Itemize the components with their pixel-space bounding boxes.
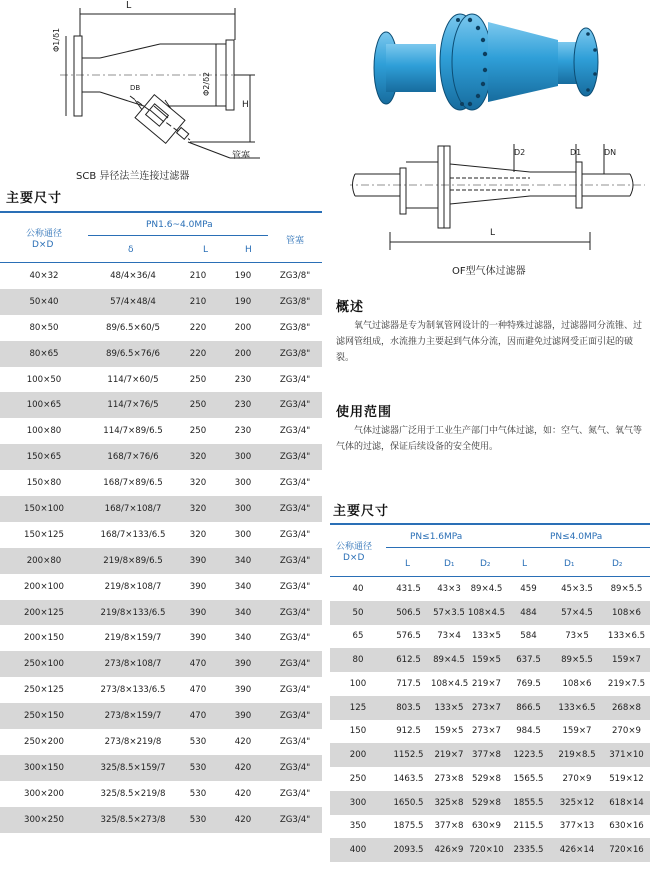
header-nominal: 公称通径 — [26, 229, 63, 239]
table-cell: 73×5 — [565, 631, 589, 642]
table-cell: 273×8 — [434, 773, 464, 784]
table-cell: ZG3/4" — [279, 762, 311, 773]
table-cell: 912.5 — [396, 726, 421, 737]
table-row — [0, 677, 322, 703]
table-cell: 530 — [189, 762, 207, 773]
table-row — [0, 289, 322, 315]
table-cell: 114/7×76/5 — [107, 400, 159, 411]
table-cell: 390 — [234, 659, 252, 670]
header-H: H — [245, 245, 252, 255]
table-cell: 159×5 — [471, 655, 502, 666]
table-cell: 300×150 — [23, 762, 64, 773]
left-table-body — [0, 263, 322, 833]
dim-label-L-right: L — [490, 228, 496, 238]
table-cell: 420 — [234, 814, 252, 825]
table-cell: 219/8×89/6.5 — [103, 555, 163, 566]
table-cell: 219/8×108/7 — [104, 581, 162, 592]
table-cell: 57/4×48/4 — [110, 296, 156, 307]
table-cell: ZG3/4" — [279, 426, 311, 437]
table-cell: 89×4.5 — [433, 655, 465, 666]
table-cell: 1152.5 — [393, 750, 424, 761]
table-cell: 273/8×159/7 — [104, 711, 162, 722]
table-cell: 250×150 — [23, 711, 64, 722]
table-cell: 200×100 — [23, 581, 64, 592]
table-cell: 2093.5 — [393, 845, 424, 856]
table-cell: 133×5 — [434, 702, 464, 713]
table-cell: 1855.5 — [513, 797, 544, 808]
table-cell: 200 — [234, 322, 252, 333]
table-cell: 268×8 — [611, 702, 642, 713]
table-cell: 420 — [234, 736, 252, 747]
table-cell: 219×8.5 — [558, 750, 596, 761]
table-cell: ZG3/4" — [279, 659, 311, 670]
right-dimension-table — [330, 523, 650, 862]
table-cell: 168/7×108/7 — [104, 503, 162, 514]
table-cell: 190 — [234, 296, 252, 307]
table-cell: 200×125 — [23, 607, 64, 618]
table-cell: 1463.5 — [393, 773, 424, 784]
table-cell: 100×50 — [26, 374, 62, 385]
table-cell: 431.5 — [396, 583, 421, 594]
table-cell: 390 — [234, 711, 252, 722]
table-cell: 584 — [520, 631, 537, 642]
scb-caption: SCB 异径法兰连接过滤器 — [76, 171, 190, 182]
dim-label-DN: DN — [604, 148, 617, 157]
table-cell: ZG3/4" — [279, 736, 311, 747]
table-cell: 50 — [352, 607, 364, 618]
table-cell: ZG3/4" — [279, 374, 311, 385]
table-cell: 168/7×76/6 — [107, 452, 159, 463]
table-cell: 300×200 — [23, 788, 64, 799]
table-cell: 426×14 — [559, 845, 595, 856]
table-cell: 618×14 — [609, 797, 644, 808]
table-cell: 108×6 — [611, 607, 642, 618]
table-cell: 377×13 — [559, 821, 595, 832]
table-cell: 377×8 — [434, 821, 464, 832]
table-cell: 984.5 — [516, 726, 541, 737]
table-cell: ZG3/4" — [279, 788, 311, 799]
table-cell: 325×8 — [434, 797, 464, 808]
table-cell: 320 — [189, 452, 207, 463]
table-cell: 250×200 — [23, 736, 64, 747]
table-row — [0, 367, 322, 393]
table-cell: ZG3/4" — [279, 633, 311, 644]
table-cell: 43×3 — [437, 583, 461, 594]
table-cell: 250 — [349, 773, 367, 784]
table-cell: 80×65 — [29, 348, 59, 359]
dim-label-L: L — [126, 0, 132, 11]
table-row — [0, 496, 322, 522]
table-cell: 219/8×159/7 — [104, 633, 162, 644]
table-cell: 89×5.5 — [610, 583, 643, 594]
table-cell: 40 — [352, 583, 364, 594]
table-cell: 470 — [189, 659, 207, 670]
table-row — [330, 625, 650, 649]
table-cell: 803.5 — [396, 702, 421, 713]
table-cell: 219×7 — [434, 750, 464, 761]
table-cell: 159×7 — [562, 726, 592, 737]
table-row — [330, 815, 650, 839]
table-cell: 220 — [189, 348, 207, 359]
right-table-header — [330, 525, 650, 577]
table-cell: 150 — [349, 726, 367, 737]
table-cell: 320 — [189, 529, 207, 540]
table-cell: 300 — [234, 478, 252, 489]
of-caption: OF型气体过滤器 — [452, 266, 526, 277]
table-row — [0, 341, 322, 367]
rheader-L2: L — [522, 559, 528, 569]
table-cell: 159×7 — [611, 655, 642, 666]
table-cell: 89×4.5 — [470, 583, 503, 594]
table-row — [0, 315, 322, 341]
header-delta: δ — [128, 245, 134, 255]
table-row — [330, 767, 650, 791]
table-cell: 340 — [234, 581, 252, 592]
table-cell: 530 — [189, 788, 207, 799]
table-cell: 150×65 — [26, 452, 62, 463]
table-cell: 377×8 — [471, 750, 502, 761]
table-cell: 89/6.5×76/6 — [106, 348, 160, 359]
table-cell: 219×7 — [471, 678, 502, 689]
table-cell: 612.5 — [396, 655, 421, 666]
table-cell: 150×80 — [26, 478, 62, 489]
table-cell: ZG3/4" — [279, 607, 311, 618]
table-cell: 250×125 — [23, 685, 64, 696]
table-cell: 100×80 — [26, 426, 62, 437]
table-cell: 273×7 — [471, 726, 502, 737]
table-cell: 769.5 — [516, 678, 541, 689]
table-cell: 210 — [189, 296, 207, 307]
table-cell: ZG3/4" — [279, 814, 311, 825]
table-cell: 637.5 — [516, 655, 541, 666]
table-cell: 300 — [234, 529, 252, 540]
table-row — [0, 651, 322, 677]
table-cell: 390 — [189, 633, 207, 644]
table-cell: ZG3/4" — [279, 685, 311, 696]
table-cell: 529×8 — [471, 797, 502, 808]
table-row — [330, 720, 650, 744]
table-cell: 45×3.5 — [561, 583, 593, 594]
overview-text: 氧气过滤器是专为制氧管网设计的一种特殊过滤器，过滤器同分流锥、过滤网管组成，水流推力主要起到气体分流，因而避免过滤网受正面引起的破裂。 — [336, 321, 643, 363]
table-cell: 200×150 — [23, 633, 64, 644]
table-cell: 390 — [189, 581, 207, 592]
table-cell: 420 — [234, 788, 252, 799]
table-cell: 506.5 — [396, 607, 421, 618]
table-cell: 400 — [349, 845, 367, 856]
table-cell: 48/4×36/4 — [110, 270, 156, 281]
header-nominal-sub: D×D — [32, 240, 54, 250]
table-cell: 530 — [189, 814, 207, 825]
right-table-body — [330, 577, 650, 862]
table-cell: 720×10 — [469, 845, 504, 856]
table-cell: 210 — [189, 270, 207, 281]
dim-label-DB: DB — [130, 84, 141, 92]
table-cell: ZG3/4" — [279, 478, 311, 489]
rheader-D2b: D₂ — [612, 559, 623, 569]
header-plug: 管塞 — [286, 236, 305, 246]
table-cell: 219/8×133/6.5 — [100, 607, 166, 618]
left-table-header — [0, 213, 322, 263]
scb-reducer-strainer-drawing — [40, 0, 310, 170]
table-cell: 2115.5 — [513, 821, 544, 832]
table-cell: 2335.5 — [513, 845, 544, 856]
table-cell: 230 — [234, 426, 252, 437]
table-row — [0, 263, 322, 289]
table-cell: 426×9 — [434, 845, 464, 856]
table-cell: ZG3/4" — [279, 503, 311, 514]
table-cell: 114/7×60/5 — [107, 374, 159, 385]
table-cell: ZG3/4" — [279, 529, 311, 540]
usage-title: 使用范围 — [336, 405, 393, 420]
table-cell: 200 — [349, 750, 367, 761]
table-cell: 519×12 — [609, 773, 644, 784]
table-cell: 371×10 — [609, 750, 644, 761]
table-cell: 340 — [234, 607, 252, 618]
table-cell: 200 — [234, 348, 252, 359]
table-cell: 340 — [234, 555, 252, 566]
table-row — [0, 600, 322, 626]
table-cell: 1223.5 — [513, 750, 544, 761]
table-row — [330, 672, 650, 696]
table-cell: 150×100 — [23, 503, 64, 514]
table-cell: 219×7.5 — [607, 678, 646, 689]
table-cell: 108×6 — [562, 678, 592, 689]
right-table-title: 主要尺寸 — [333, 504, 390, 519]
rheader-D2a: D₂ — [480, 559, 491, 569]
table-cell: 100 — [349, 678, 367, 689]
table-cell: 168/7×89/6.5 — [103, 478, 163, 489]
table-cell: 390 — [189, 555, 207, 566]
table-row — [330, 577, 650, 601]
rheader-L1: L — [405, 559, 411, 569]
table-cell: 108×4.5 — [431, 678, 469, 689]
overview-title: 概述 — [336, 300, 365, 315]
table-row — [0, 574, 322, 600]
table-cell: ZG3/8" — [279, 270, 311, 281]
table-cell: 114/7×89/6.5 — [103, 426, 163, 437]
rheader-nominal-sub: D×D — [343, 553, 365, 563]
left-table-title: 主要尺寸 — [6, 191, 63, 206]
rheader-nominal: 公称通径 — [336, 542, 373, 552]
of-gas-filter-render — [370, 0, 610, 130]
table-row — [0, 703, 322, 729]
table-cell: 270×9 — [611, 726, 642, 737]
table-cell: 89/6.5×60/5 — [106, 322, 160, 333]
table-cell: 1875.5 — [393, 821, 424, 832]
table-cell: 250×100 — [23, 659, 64, 670]
table-cell: 250 — [189, 374, 207, 385]
table-row — [0, 781, 322, 807]
table-cell: 470 — [189, 711, 207, 722]
table-cell: 65 — [352, 631, 364, 642]
table-cell: 250 — [189, 400, 207, 411]
table-cell: 1565.5 — [513, 773, 544, 784]
table-cell: 300×250 — [23, 814, 64, 825]
table-cell: 200×80 — [26, 555, 62, 566]
table-cell: 470 — [189, 685, 207, 696]
table-row — [0, 392, 322, 418]
rheader-pn40: PN≤4.0MPa — [550, 532, 603, 542]
table-cell: 866.5 — [516, 702, 541, 713]
table-cell: 420 — [234, 762, 252, 773]
table-cell: 325/8.5×219/8 — [100, 788, 166, 799]
table-cell: 168/7×133/6.5 — [100, 529, 166, 540]
table-cell: 230 — [234, 400, 252, 411]
table-cell: 133×5 — [471, 631, 502, 642]
table-cell: 325/8.5×159/7 — [100, 762, 166, 773]
dim-label-D1: D1 — [570, 148, 582, 157]
table-row — [0, 444, 322, 470]
table-cell: 273/8×108/7 — [104, 659, 162, 670]
table-row — [0, 548, 322, 574]
table-row — [330, 696, 650, 720]
table-cell: 50×40 — [29, 296, 59, 307]
table-cell: 40×32 — [29, 270, 59, 281]
table-cell: ZG3/4" — [279, 400, 311, 411]
table-cell: 108×4.5 — [467, 607, 506, 618]
table-row — [0, 807, 322, 833]
table-row — [0, 418, 322, 444]
table-cell: 89×5.5 — [561, 655, 593, 666]
table-cell: 340 — [234, 633, 252, 644]
table-cell: ZG3/8" — [279, 296, 311, 307]
table-row — [0, 729, 322, 755]
table-cell: 270×9 — [562, 773, 592, 784]
table-cell: 530 — [189, 736, 207, 747]
table-row — [330, 601, 650, 625]
header-pn: PN1.6~4.0MPa — [146, 220, 213, 230]
table-cell: 630×9 — [471, 821, 502, 832]
table-cell: 159×5 — [434, 726, 464, 737]
table-cell: 57×4.5 — [561, 607, 593, 618]
table-cell: 133×6.5 — [607, 631, 646, 642]
table-row — [330, 838, 650, 862]
table-cell: 390 — [234, 685, 252, 696]
table-cell: 230 — [234, 374, 252, 385]
table-cell: 190 — [234, 270, 252, 281]
table-cell: 133×6.5 — [558, 702, 596, 713]
table-cell: ZG3/4" — [279, 711, 311, 722]
left-dimension-table — [0, 211, 322, 833]
usage-text: 气体过滤器广泛用于工业生产部门中气体过滤，如：空气、氮气、氧气等气体的过滤，保证后续设备的安全使用。 — [336, 426, 643, 452]
table-cell: 80×50 — [29, 322, 59, 333]
header-L: L — [203, 245, 209, 255]
table-cell: ZG3/4" — [279, 452, 311, 463]
table-row — [0, 625, 322, 651]
table-row — [330, 743, 650, 767]
table-cell: 350 — [349, 821, 367, 832]
table-cell: 273/8×219/8 — [104, 736, 162, 747]
table-cell: 300 — [234, 503, 252, 514]
table-cell: ZG3/4" — [279, 555, 311, 566]
table-cell: 529×8 — [471, 773, 502, 784]
dim-label-phi1: Φ1/δ1 — [52, 27, 61, 52]
table-row — [330, 648, 650, 672]
table-cell: 300 — [234, 452, 252, 463]
table-cell: 80 — [352, 655, 364, 666]
table-cell: 320 — [189, 503, 207, 514]
table-cell: 484 — [520, 607, 537, 618]
table-cell: 73×4 — [437, 631, 461, 642]
table-cell: 150×125 — [23, 529, 64, 540]
table-cell: 576.5 — [396, 631, 421, 642]
rheader-pn16: PN≤1.6MPa — [410, 532, 463, 542]
table-cell: 125 — [349, 702, 367, 713]
table-cell: 300 — [349, 797, 367, 808]
table-cell: 325/8.5×273/8 — [100, 814, 166, 825]
rheader-D1a: D₁ — [444, 559, 455, 569]
table-row — [0, 522, 322, 548]
table-cell: 390 — [189, 607, 207, 618]
table-cell: 720×16 — [609, 845, 644, 856]
table-cell: 57×3.5 — [433, 607, 465, 618]
table-cell: ZG3/8" — [279, 348, 311, 359]
rheader-D1b: D₁ — [564, 559, 575, 569]
table-row — [0, 470, 322, 496]
table-cell: 273×7 — [471, 702, 502, 713]
table-cell: ZG3/4" — [279, 581, 311, 592]
table-cell: 325×12 — [559, 797, 595, 808]
table-cell: 630×16 — [609, 821, 644, 832]
table-cell: 1650.5 — [393, 797, 424, 808]
table-cell: 717.5 — [396, 678, 421, 689]
table-cell: 273/8×133/6.5 — [100, 685, 166, 696]
dim-label-phi2: Φ2/δ2 — [202, 71, 211, 96]
table-cell: 250 — [189, 426, 207, 437]
table-cell: ZG3/8" — [279, 322, 311, 333]
table-row — [330, 791, 650, 815]
table-cell: 100×65 — [26, 400, 62, 411]
table-cell: 220 — [189, 322, 207, 333]
plug-label: 管塞 — [232, 151, 251, 161]
table-cell: 459 — [520, 583, 537, 594]
table-cell: 320 — [189, 478, 207, 489]
dim-label-D2: D2 — [514, 148, 526, 157]
table-row — [0, 755, 322, 781]
dim-label-H: H — [242, 100, 249, 110]
